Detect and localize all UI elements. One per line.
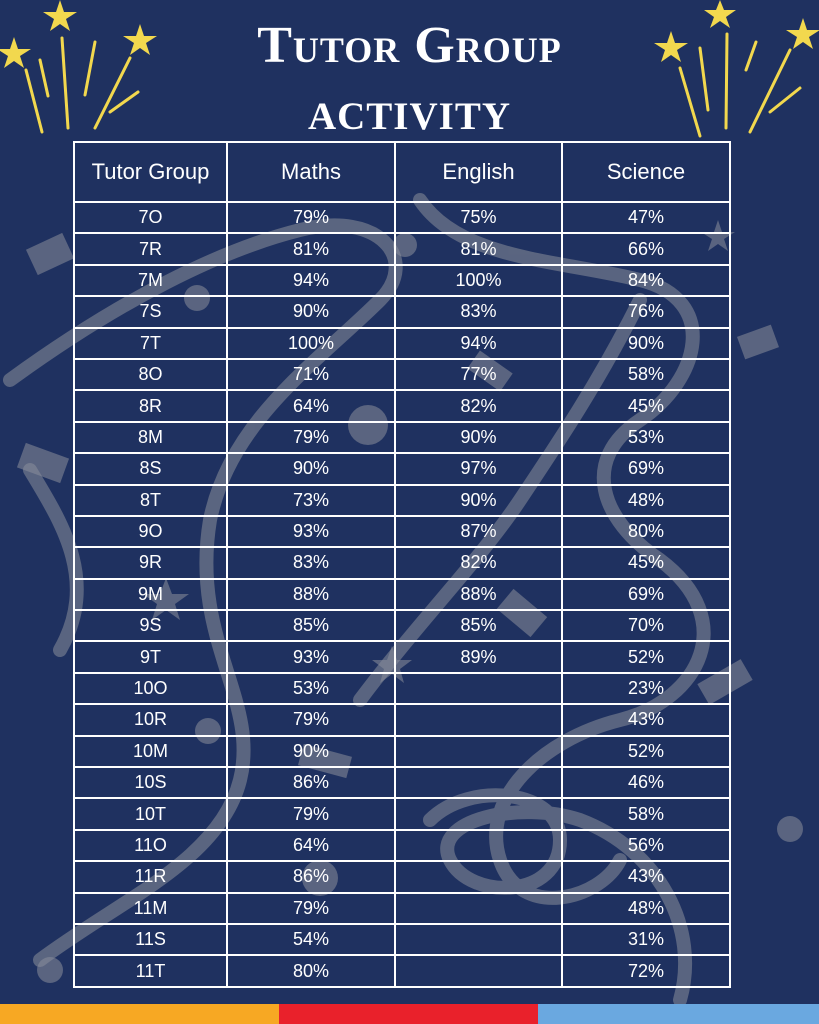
- table-header-row: [74, 142, 730, 202]
- cell-science: 43%: [562, 704, 730, 735]
- table-row: [74, 736, 730, 767]
- cell-maths: 86%: [227, 767, 395, 798]
- cell-maths: 64%: [227, 830, 395, 861]
- table-row: [74, 924, 730, 955]
- cell-maths: 90%: [227, 296, 395, 327]
- cell-science: 45%: [562, 390, 730, 421]
- table-row: [74, 296, 730, 327]
- table-row: [74, 893, 730, 924]
- cell-tutor-group: 7T: [74, 328, 227, 359]
- cell-maths: 79%: [227, 704, 395, 735]
- cell-english: [395, 798, 562, 829]
- cell-tutor-group: 9T: [74, 641, 227, 672]
- table-row: [74, 767, 730, 798]
- table-row: [74, 453, 730, 484]
- cell-english: [395, 893, 562, 924]
- cell-science: 31%: [562, 924, 730, 955]
- cell-tutor-group: 10O: [74, 673, 227, 704]
- cell-maths: 54%: [227, 924, 395, 955]
- cell-science: 70%: [562, 610, 730, 641]
- cell-english: [395, 955, 562, 986]
- table-row: [74, 422, 730, 453]
- cell-tutor-group: 11R: [74, 861, 227, 892]
- table-row: [74, 861, 730, 892]
- table-row: [74, 233, 730, 264]
- table-row: [74, 547, 730, 578]
- cell-science: 23%: [562, 673, 730, 704]
- table-row: [74, 579, 730, 610]
- cell-english: 87%: [395, 516, 562, 547]
- cell-english: 82%: [395, 390, 562, 421]
- cell-english: [395, 704, 562, 735]
- cell-science: 48%: [562, 893, 730, 924]
- column-header-maths: Maths: [227, 142, 395, 202]
- table-row: [74, 641, 730, 672]
- cell-maths: 73%: [227, 485, 395, 516]
- cell-science: 52%: [562, 736, 730, 767]
- cell-english: 75%: [395, 202, 562, 233]
- column-header-tutor-group: Tutor Group: [74, 142, 227, 202]
- cell-tutor-group: 8R: [74, 390, 227, 421]
- cell-tutor-group: 8T: [74, 485, 227, 516]
- cell-english: [395, 673, 562, 704]
- table-row: [74, 485, 730, 516]
- cell-science: 48%: [562, 485, 730, 516]
- cell-tutor-group: 9O: [74, 516, 227, 547]
- cell-english: 77%: [395, 359, 562, 390]
- cell-maths: 93%: [227, 516, 395, 547]
- cell-science: 90%: [562, 328, 730, 359]
- table-row: [74, 328, 730, 359]
- cell-english: [395, 861, 562, 892]
- title-line-1: Tutor Group: [257, 17, 562, 74]
- cell-english: 89%: [395, 641, 562, 672]
- cell-maths: 64%: [227, 390, 395, 421]
- cell-tutor-group: 10M: [74, 736, 227, 767]
- cell-tutor-group: 8M: [74, 422, 227, 453]
- cell-english: 100%: [395, 265, 562, 296]
- cell-science: 43%: [562, 861, 730, 892]
- cell-english: 82%: [395, 547, 562, 578]
- cell-science: 72%: [562, 955, 730, 986]
- cell-tutor-group: 8S: [74, 453, 227, 484]
- cell-science: 52%: [562, 641, 730, 672]
- confetti-dot: [37, 957, 63, 983]
- activity-table: [73, 141, 731, 988]
- cell-english: [395, 830, 562, 861]
- cell-science: 69%: [562, 453, 730, 484]
- title-line-2: activity: [307, 80, 512, 142]
- cell-english: 90%: [395, 422, 562, 453]
- cell-science: 58%: [562, 359, 730, 390]
- confetti-piece: [17, 443, 69, 483]
- cell-tutor-group: 9S: [74, 610, 227, 641]
- cell-maths: 79%: [227, 893, 395, 924]
- confetti-dot: [777, 816, 803, 842]
- cell-tutor-group: 11O: [74, 830, 227, 861]
- footer-bar-red: [279, 1004, 538, 1024]
- cell-maths: 100%: [227, 328, 395, 359]
- cell-tutor-group: 9R: [74, 547, 227, 578]
- footer-bar-orange: [0, 1004, 279, 1024]
- cell-maths: 71%: [227, 359, 395, 390]
- confetti-piece: [26, 233, 74, 275]
- cell-tutor-group: 11T: [74, 955, 227, 986]
- cell-maths: 79%: [227, 202, 395, 233]
- table-row: [74, 610, 730, 641]
- cell-english: [395, 767, 562, 798]
- cell-tutor-group: 11S: [74, 924, 227, 955]
- table-row: [74, 390, 730, 421]
- streamer-5: [30, 470, 77, 650]
- cell-tutor-group: 9M: [74, 579, 227, 610]
- table-body: [74, 202, 730, 987]
- cell-maths: 53%: [227, 673, 395, 704]
- cell-maths: 79%: [227, 422, 395, 453]
- cell-english: [395, 924, 562, 955]
- table-row: [74, 673, 730, 704]
- cell-english: 90%: [395, 485, 562, 516]
- cell-science: 69%: [562, 579, 730, 610]
- cell-tutor-group: 7S: [74, 296, 227, 327]
- cell-maths: 86%: [227, 861, 395, 892]
- cell-maths: 81%: [227, 233, 395, 264]
- cell-maths: 90%: [227, 736, 395, 767]
- table-row: [74, 798, 730, 829]
- cell-science: 80%: [562, 516, 730, 547]
- cell-maths: 85%: [227, 610, 395, 641]
- cell-maths: 90%: [227, 453, 395, 484]
- cell-maths: 83%: [227, 547, 395, 578]
- cell-science: 53%: [562, 422, 730, 453]
- cell-tutor-group: 7R: [74, 233, 227, 264]
- cell-science: 76%: [562, 296, 730, 327]
- cell-science: 66%: [562, 233, 730, 264]
- cell-science: 56%: [562, 830, 730, 861]
- table-row: [74, 516, 730, 547]
- cell-science: 58%: [562, 798, 730, 829]
- table-row: [74, 265, 730, 296]
- cell-science: 84%: [562, 265, 730, 296]
- cell-english: 88%: [395, 579, 562, 610]
- cell-maths: 88%: [227, 579, 395, 610]
- cell-english: 94%: [395, 328, 562, 359]
- cell-tutor-group: 10R: [74, 704, 227, 735]
- confetti-piece: [737, 325, 779, 360]
- table-row: [74, 830, 730, 861]
- cell-science: 45%: [562, 547, 730, 578]
- cell-tutor-group: 8O: [74, 359, 227, 390]
- table-row: [74, 202, 730, 233]
- cell-english: 81%: [395, 233, 562, 264]
- column-header-science: Science: [562, 142, 730, 202]
- cell-maths: 94%: [227, 265, 395, 296]
- cell-tutor-group: 10T: [74, 798, 227, 829]
- cell-tutor-group: 10S: [74, 767, 227, 798]
- cell-science: 47%: [562, 202, 730, 233]
- cell-maths: 80%: [227, 955, 395, 986]
- cell-english: [395, 736, 562, 767]
- cell-science: 46%: [562, 767, 730, 798]
- cell-maths: 93%: [227, 641, 395, 672]
- table-row: [74, 955, 730, 986]
- cell-tutor-group: 7O: [74, 202, 227, 233]
- cell-english: 83%: [395, 296, 562, 327]
- cell-english: 97%: [395, 453, 562, 484]
- table-row: [74, 359, 730, 390]
- column-header-english: English: [395, 142, 562, 202]
- cell-english: 85%: [395, 610, 562, 641]
- cell-maths: 79%: [227, 798, 395, 829]
- table-row: [74, 704, 730, 735]
- cell-tutor-group: 11M: [74, 893, 227, 924]
- footer-bar-blue: [538, 1004, 819, 1024]
- cell-tutor-group: 7M: [74, 265, 227, 296]
